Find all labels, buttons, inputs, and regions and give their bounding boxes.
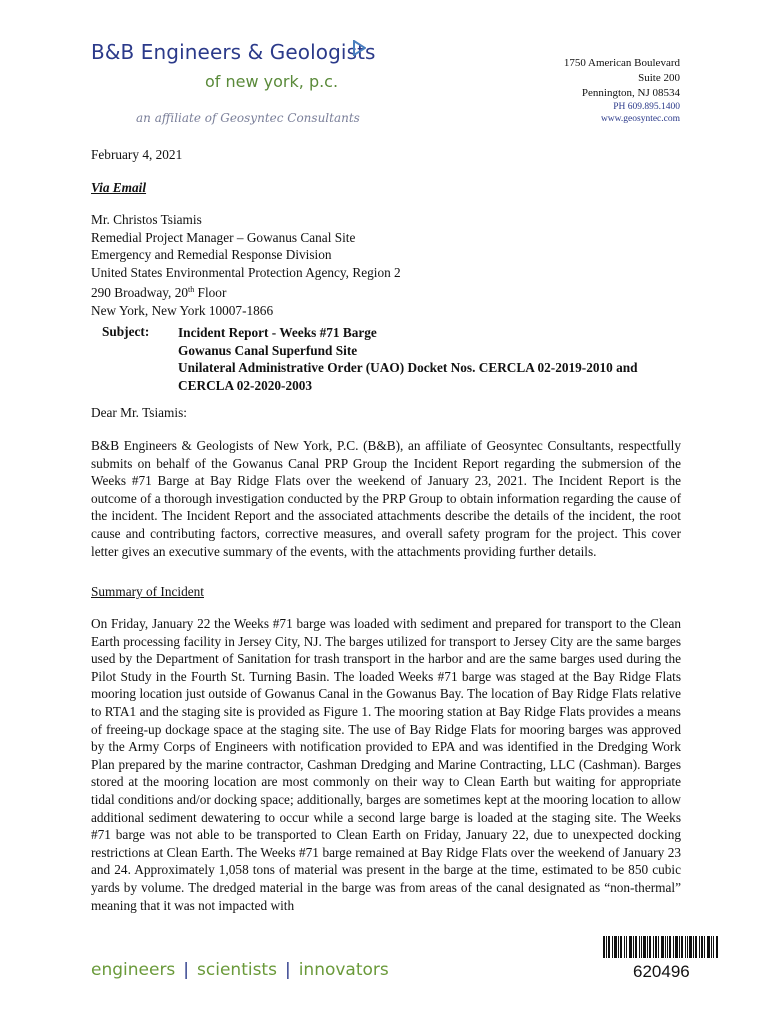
- affiliate-tagline: an affiliate of Geosyntec Consultants: [136, 111, 360, 125]
- footer-separator: |: [183, 960, 190, 980]
- street-ordinal: th: [188, 285, 195, 294]
- footer-word-innovators: innovators: [298, 960, 389, 980]
- intro-paragraph: B&B Engineers & Geologists of New York, P.C. (B&B), an affiliate of Geosyntec Consultants, respectfully submits on behalf of the Gowanus Canal PRP Group the Incident Report regarding the submersion of the Weeks #71 Barge at Bay Ridge Flats over the weekend of January 23, 2021. The Incident Report is the outcome of a thorough investigation conducted by the PRP Group to obtain information regarding the cause of the incident. The Incident Report and the associated attachments describe the details of the incident, the root cause and contributing factors, corrective measures, and overall safety program for the project. This cover letter gives an executive summary of the events, with the attachments providing further details.: [91, 438, 681, 559]
- address-line: Suite 200: [638, 72, 680, 84]
- website-link[interactable]: www.geosyntec.com: [600, 114, 680, 124]
- recipient-city: New York, New York 10007-1866: [91, 302, 274, 318]
- street-main: 290 Broadway, 20: [91, 285, 188, 300]
- recipient-name: Mr. Christos Tsiamis: [91, 212, 202, 227]
- salutation: Dear Mr. Tsiamis:: [91, 405, 187, 420]
- footer-tagline: [91, 960, 389, 980]
- recipient-street: [91, 281, 401, 302]
- document-code: 620496: [633, 962, 690, 981]
- logo-triangle-icon: [352, 40, 366, 56]
- letter-date: February 4, 2021: [91, 147, 183, 162]
- subject-line: Gowanus Canal Superfund Site: [178, 342, 358, 358]
- footer-word-engineers: engineers: [91, 960, 176, 980]
- footer-word-scientists: scientists: [197, 960, 277, 980]
- recipient-division: Emergency and Remedial Response Division: [91, 247, 332, 262]
- summary-paragraph: On Friday, January 22 the Weeks #71 barge was loaded with sediment and prepared for transport to the Clean Earth processing facility in Jersey City, NJ. The barges utilized for transport to Jersey City are the same barges used by the Department of Sanitation for trash transport in the harbor and are the same barges used during the Pilot Study in the Fourth St. Turning Basin. The loaded Weeks #71 barge was staged at the Bay Ridge Flats mooring location just outside of Gowanus Canal in the Gowanus Bay. The location of Bay Ridge Flats relative to RTA1 and the staging site is provided as Figure 1. The mooring station at Bay Ridge Flats provides a means of freeing-up dockage space at the staging site. The use of Bay Ridge Flats for mooring barges was approved by the Army Corps of Engineers with notification provided to EPA and was identified in the Dredging Work Plan prepared by the marine contractor, Cashman Dredging and Marine Contracting, LLC (Cashman). Barges stored at the mooring location are most commonly on their way to Clean Earth but waiting for appropriate tidal conditions and/or docking space; additionally, barges are sometimes kept at the mooring location to allow additional sediment dewatering to occur while a second large barge is loaded at the staging site. The Weeks #71 barge was not able to be transported to Clean Earth on Friday, January 22, due to unexpected docking restrictions at Clean Earth. The Weeks #71 barge remained at Bay Ridge Flats over the weekend of January 23 and 24. Approximately 1,058 tons of material was present in the barge at the time, estimated to be 850 cubic yards by volume. The dredged material in the barge was from areas of the canal designated as “non-thermal” meaning that it was not impacted with: [91, 616, 681, 913]
- subject-line: Unilateral Administrative Order (UAO) Docket Nos. CERCLA 02-2019-2010 and: [178, 360, 638, 375]
- barcode-icon: [603, 936, 719, 958]
- subject-label: Subject:: [102, 324, 150, 339]
- recipient-block: [91, 211, 401, 319]
- phone-number: PH 609.895.1400: [613, 102, 680, 112]
- company-address: [564, 56, 680, 125]
- address-line: Pennington, NJ 08534: [581, 87, 680, 99]
- company-logo-text: B&B Engineers & Geologists: [91, 40, 376, 64]
- subject-line: CERCLA 02-2020-2003: [178, 377, 313, 393]
- section-heading: Summary of Incident: [91, 584, 204, 599]
- subject-lines: [178, 324, 678, 394]
- footer-separator: |: [284, 960, 291, 980]
- subject-line: Incident Report - Weeks #71 Barge: [178, 325, 377, 340]
- delivery-method: Via Email: [91, 180, 147, 195]
- company-logo-subtext: of new york, p.c.: [205, 72, 339, 91]
- recipient-agency: United States Environmental Protection Agency, Region 2: [91, 264, 401, 280]
- address-line: 1750 American Boulevard: [563, 57, 680, 69]
- street-floor: Floor: [194, 285, 227, 300]
- recipient-title: Remedial Project Manager – Gowanus Canal Site: [91, 229, 356, 245]
